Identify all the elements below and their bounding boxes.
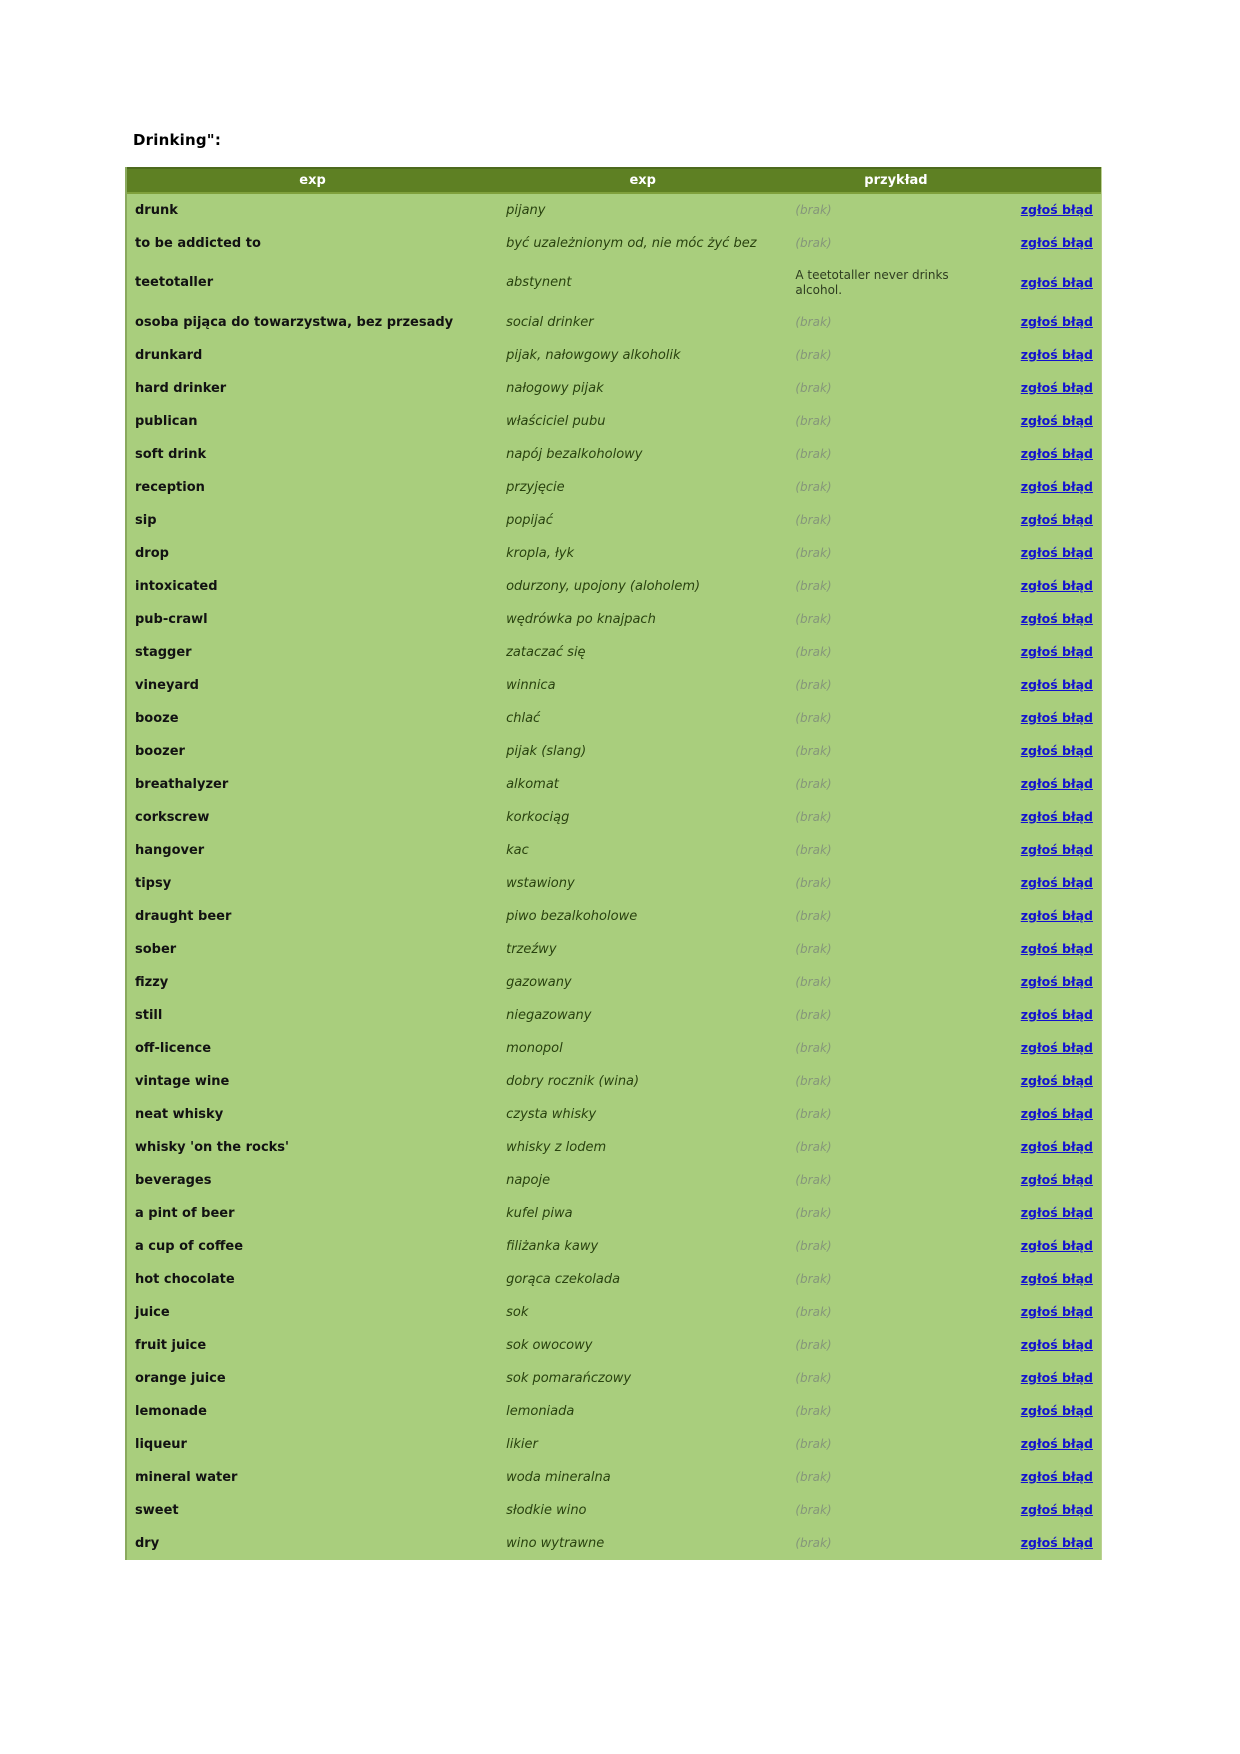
report-error-link[interactable]: zgłoś błąd xyxy=(1020,1403,1093,1418)
table-row xyxy=(127,669,1101,702)
report-error-link[interactable]: zgłoś błąd xyxy=(1020,1535,1093,1550)
example-text: (brak) xyxy=(795,414,832,428)
report-error-link[interactable]: zgłoś błąd xyxy=(1020,1238,1093,1253)
english-term: sober xyxy=(135,941,177,957)
table-row xyxy=(127,1164,1101,1197)
example-text: (brak) xyxy=(795,203,832,217)
header-cell-exp-english: exp xyxy=(299,173,326,188)
english-term: sip xyxy=(135,512,157,528)
table-row xyxy=(127,194,1101,227)
polish-translation: słodkie wino xyxy=(506,1502,587,1518)
example-text: (brak) xyxy=(795,546,832,560)
english-term: orange juice xyxy=(135,1370,226,1386)
english-term: juice xyxy=(135,1304,170,1320)
table-row xyxy=(127,1329,1101,1362)
english-term: whisky 'on the rocks' xyxy=(135,1139,290,1155)
report-error-link[interactable]: zgłoś błąd xyxy=(1020,479,1093,494)
example-text: (brak) xyxy=(795,1338,832,1352)
table-row xyxy=(127,1098,1101,1131)
polish-translation: czysta whisky xyxy=(506,1106,597,1122)
polish-translation: właściciel pubu xyxy=(506,413,606,429)
example-text: (brak) xyxy=(795,1272,832,1286)
report-error-link[interactable]: zgłoś błąd xyxy=(1020,1040,1093,1055)
polish-translation: odurzony, upojony (aloholem) xyxy=(506,578,701,594)
example-text: (brak) xyxy=(795,843,832,857)
table-row xyxy=(127,504,1101,537)
report-error-link[interactable]: zgłoś błąd xyxy=(1020,1172,1093,1187)
table-row xyxy=(127,306,1101,339)
english-term: still xyxy=(135,1007,163,1023)
example-text: (brak) xyxy=(795,1173,832,1187)
polish-translation: niegazowany xyxy=(506,1007,592,1023)
english-term: booze xyxy=(135,710,179,726)
example-text: (brak) xyxy=(795,1404,832,1418)
report-error-link[interactable]: zgłoś błąd xyxy=(1020,578,1093,593)
example-text: (brak) xyxy=(795,678,832,692)
polish-translation: wędrówka po knajpach xyxy=(506,611,656,627)
example-text: (brak) xyxy=(795,1536,832,1550)
table-row xyxy=(127,227,1101,260)
polish-translation: sok owocowy xyxy=(506,1337,593,1353)
polish-translation: wstawiony xyxy=(506,875,575,891)
example-text: (brak) xyxy=(795,1437,832,1451)
english-term: soft drink xyxy=(135,446,207,462)
polish-translation: sok xyxy=(506,1304,529,1320)
report-error-link[interactable]: zgłoś błąd xyxy=(1020,1337,1093,1352)
example-text: (brak) xyxy=(795,810,832,824)
report-error-link[interactable]: zgłoś błąd xyxy=(1020,1106,1093,1121)
english-term: lemonade xyxy=(135,1403,207,1419)
english-term: hot chocolate xyxy=(135,1271,235,1287)
example-text: (brak) xyxy=(795,236,832,250)
report-error-link[interactable]: zgłoś błąd xyxy=(1020,677,1093,692)
polish-translation: korkociąg xyxy=(506,809,570,825)
example-text: (brak) xyxy=(795,1305,832,1319)
polish-translation: likier xyxy=(506,1436,538,1452)
report-error-link[interactable]: zgłoś błąd xyxy=(1020,875,1093,890)
report-error-link[interactable]: zgłoś błąd xyxy=(1020,1502,1093,1517)
example-text: (brak) xyxy=(795,975,832,989)
page-title: Drinking": xyxy=(133,131,222,149)
english-term: vintage wine xyxy=(135,1073,230,1089)
report-error-link[interactable]: zgłoś błąd xyxy=(1020,611,1093,626)
table-row xyxy=(127,636,1101,669)
english-term: drunkard xyxy=(135,347,203,363)
example-text: (brak) xyxy=(795,1239,832,1253)
english-term: dry xyxy=(135,1535,160,1551)
table-row xyxy=(127,1032,1101,1065)
report-error-link[interactable]: zgłoś błąd xyxy=(1020,235,1093,250)
english-term: fizzy xyxy=(135,974,169,990)
example-text: (brak) xyxy=(795,1041,832,1055)
polish-translation: gazowany xyxy=(506,974,572,990)
polish-translation: whisky z lodem xyxy=(506,1139,607,1155)
english-term: mineral water xyxy=(135,1469,238,1485)
report-error-link[interactable]: zgłoś błąd xyxy=(1020,776,1093,791)
polish-translation: woda mineralna xyxy=(506,1469,611,1485)
english-term: drop xyxy=(135,545,169,561)
table-row xyxy=(127,1494,1101,1527)
polish-translation: zataczać się xyxy=(506,644,586,660)
table-row xyxy=(127,1428,1101,1461)
example-text: (brak) xyxy=(795,348,832,362)
report-error-link[interactable]: zgłoś błąd xyxy=(1020,809,1093,824)
report-error-link[interactable]: zgłoś błąd xyxy=(1020,347,1093,362)
example-text: (brak) xyxy=(795,1107,832,1121)
polish-translation: trzeźwy xyxy=(506,941,557,957)
table-row xyxy=(127,1461,1101,1494)
report-error-link[interactable]: zgłoś błąd xyxy=(1020,743,1093,758)
table-row xyxy=(127,1362,1101,1395)
example-text: (brak) xyxy=(795,1008,832,1022)
report-error-link[interactable]: zgłoś błąd xyxy=(1020,545,1093,560)
english-term: neat whisky xyxy=(135,1106,224,1122)
table-row xyxy=(127,372,1101,405)
polish-translation: napój bezalkoholowy xyxy=(506,446,643,462)
table-row xyxy=(127,1395,1101,1428)
table-row xyxy=(127,999,1101,1032)
report-error-link[interactable]: zgłoś błąd xyxy=(1020,974,1093,989)
report-error-link[interactable]: zgłoś błąd xyxy=(1020,710,1093,725)
english-term: intoxicated xyxy=(135,578,218,594)
english-term: breathalyzer xyxy=(135,776,229,792)
report-error-link[interactable]: zgłoś błąd xyxy=(1020,941,1093,956)
polish-translation: pijak (slang) xyxy=(506,743,587,759)
report-error-link[interactable]: zgłoś błąd xyxy=(1020,1139,1093,1154)
report-error-link[interactable]: zgłoś błąd xyxy=(1020,644,1093,659)
polish-translation: gorąca czekolada xyxy=(506,1271,621,1287)
header-cell-exp-polish: exp xyxy=(629,173,656,188)
example-text: (brak) xyxy=(795,1470,832,1484)
report-error-link[interactable]: zgłoś błąd xyxy=(1020,314,1093,329)
table-row xyxy=(127,1131,1101,1164)
english-term: vineyard xyxy=(135,677,199,693)
english-term: drunk xyxy=(135,202,178,218)
report-error-link[interactable]: zgłoś błąd xyxy=(1020,413,1093,428)
polish-translation: przyjęcie xyxy=(506,479,565,495)
table-row xyxy=(127,570,1101,603)
table-row xyxy=(127,603,1101,636)
table-row xyxy=(127,339,1101,372)
table-row xyxy=(127,1296,1101,1329)
report-error-link[interactable]: zgłoś błąd xyxy=(1020,512,1093,527)
table-row xyxy=(127,933,1101,966)
polish-translation: social drinker xyxy=(506,314,594,330)
report-error-link[interactable]: zgłoś błąd xyxy=(1020,1007,1093,1022)
report-error-link[interactable]: zgłoś błąd xyxy=(1020,1304,1093,1319)
report-error-link[interactable]: zgłoś błąd xyxy=(1020,1469,1093,1484)
polish-translation: sok pomarańczowy xyxy=(506,1370,632,1386)
english-term: a pint of beer xyxy=(135,1205,235,1221)
polish-translation: monopol xyxy=(506,1040,563,1056)
polish-translation: piwo bezalkoholowe xyxy=(506,908,638,924)
polish-translation: pijany xyxy=(506,202,546,218)
table-row xyxy=(127,966,1101,999)
polish-translation: abstynent xyxy=(506,275,572,290)
example-text: (brak) xyxy=(795,447,832,461)
english-term: to be addicted to xyxy=(135,235,261,251)
table-row xyxy=(127,867,1101,900)
table-body xyxy=(127,194,1101,1560)
example-text: (brak) xyxy=(795,579,832,593)
english-term: beverages xyxy=(135,1172,212,1188)
example-text: (brak) xyxy=(795,1371,832,1385)
english-term: pub-crawl xyxy=(135,611,208,627)
polish-translation: kropla, łyk xyxy=(506,545,574,561)
example-text: (brak) xyxy=(795,513,832,527)
table-row xyxy=(127,1197,1101,1230)
vocabulary-table xyxy=(125,167,1102,1560)
table-row xyxy=(127,768,1101,801)
report-error-link[interactable]: zgłoś błąd xyxy=(1020,1205,1093,1220)
table-row xyxy=(127,471,1101,504)
table-row xyxy=(127,260,1101,306)
example-text: (brak) xyxy=(795,1503,832,1517)
table-row xyxy=(127,735,1101,768)
english-term: publican xyxy=(135,413,198,429)
report-error-link[interactable]: zgłoś błąd xyxy=(1020,446,1093,461)
table-row xyxy=(127,405,1101,438)
example-text: (brak) xyxy=(795,480,832,494)
english-term: a cup of coffee xyxy=(135,1238,244,1254)
example-text: (brak) xyxy=(795,942,832,956)
example-text: (brak) xyxy=(795,1206,832,1220)
example-text: (brak) xyxy=(795,315,832,329)
table-row xyxy=(127,438,1101,471)
example-text: (brak) xyxy=(795,909,832,923)
example-text: A teetotaller never drinks alcohol. xyxy=(795,268,949,297)
table-row xyxy=(127,834,1101,867)
english-term: sweet xyxy=(135,1502,179,1518)
polish-translation: kac xyxy=(506,842,529,858)
table-row xyxy=(127,537,1101,570)
example-text: (brak) xyxy=(795,876,832,890)
english-term: draught beer xyxy=(135,908,232,924)
example-text: (brak) xyxy=(795,777,832,791)
report-error-link[interactable]: zgłoś błąd xyxy=(1020,842,1093,857)
example-text: (brak) xyxy=(795,645,832,659)
example-text: (brak) xyxy=(795,612,832,626)
english-term: corkscrew xyxy=(135,809,210,825)
english-term: tipsy xyxy=(135,875,172,891)
report-error-link[interactable]: zgłoś błąd xyxy=(1020,1436,1093,1451)
report-error-link[interactable]: zgłoś błąd xyxy=(1020,908,1093,923)
example-text: (brak) xyxy=(795,1140,832,1154)
table-row xyxy=(127,900,1101,933)
example-text: (brak) xyxy=(795,1074,832,1088)
table-header-row xyxy=(127,167,1101,194)
header-cell-example: przykład xyxy=(864,173,928,188)
polish-translation: dobry rocznik (wina) xyxy=(506,1073,640,1089)
polish-translation: filiżanka kawy xyxy=(506,1238,599,1254)
report-error-link[interactable]: zgłoś błąd xyxy=(1020,1271,1093,1286)
report-error-link[interactable]: zgłoś błąd xyxy=(1020,274,1093,290)
example-text: (brak) xyxy=(795,381,832,395)
table-row xyxy=(127,702,1101,735)
table-row xyxy=(127,1527,1101,1560)
polish-translation: napoje xyxy=(506,1172,551,1188)
polish-translation: popijać xyxy=(506,512,553,528)
polish-translation: kufel piwa xyxy=(506,1205,573,1221)
table-row xyxy=(127,1263,1101,1296)
polish-translation: pijak, nałowgowy alkoholik xyxy=(506,347,681,363)
table-row xyxy=(127,1065,1101,1098)
english-term: fruit juice xyxy=(135,1337,207,1353)
english-term: boozer xyxy=(135,743,185,759)
report-error-link[interactable]: zgłoś błąd xyxy=(1020,202,1093,217)
polish-translation: lemoniada xyxy=(506,1403,575,1419)
example-text: (brak) xyxy=(795,744,832,758)
polish-translation: alkomat xyxy=(506,776,559,792)
english-term: reception xyxy=(135,479,205,495)
example-text: (brak) xyxy=(795,711,832,725)
polish-translation: być uzależnionym od, nie móc żyć bez xyxy=(506,235,757,251)
english-term: liqueur xyxy=(135,1436,187,1452)
english-term: osoba pijąca do towarzystwa, bez przesady xyxy=(135,314,454,330)
table-row xyxy=(127,1230,1101,1263)
polish-translation: chlać xyxy=(506,710,541,726)
english-term: stagger xyxy=(135,644,192,660)
english-term: off-licence xyxy=(135,1040,212,1056)
english-term: hangover xyxy=(135,842,205,858)
english-term: teetotaller xyxy=(135,275,214,290)
report-error-link[interactable]: zgłoś błąd xyxy=(1020,1073,1093,1088)
polish-translation: nałogowy pijak xyxy=(506,380,604,396)
english-term: hard drinker xyxy=(135,380,227,396)
report-error-link[interactable]: zgłoś błąd xyxy=(1020,380,1093,395)
report-error-link[interactable]: zgłoś błąd xyxy=(1020,1370,1093,1385)
polish-translation: wino wytrawne xyxy=(506,1535,605,1551)
polish-translation: winnica xyxy=(506,677,556,693)
table-row xyxy=(127,801,1101,834)
